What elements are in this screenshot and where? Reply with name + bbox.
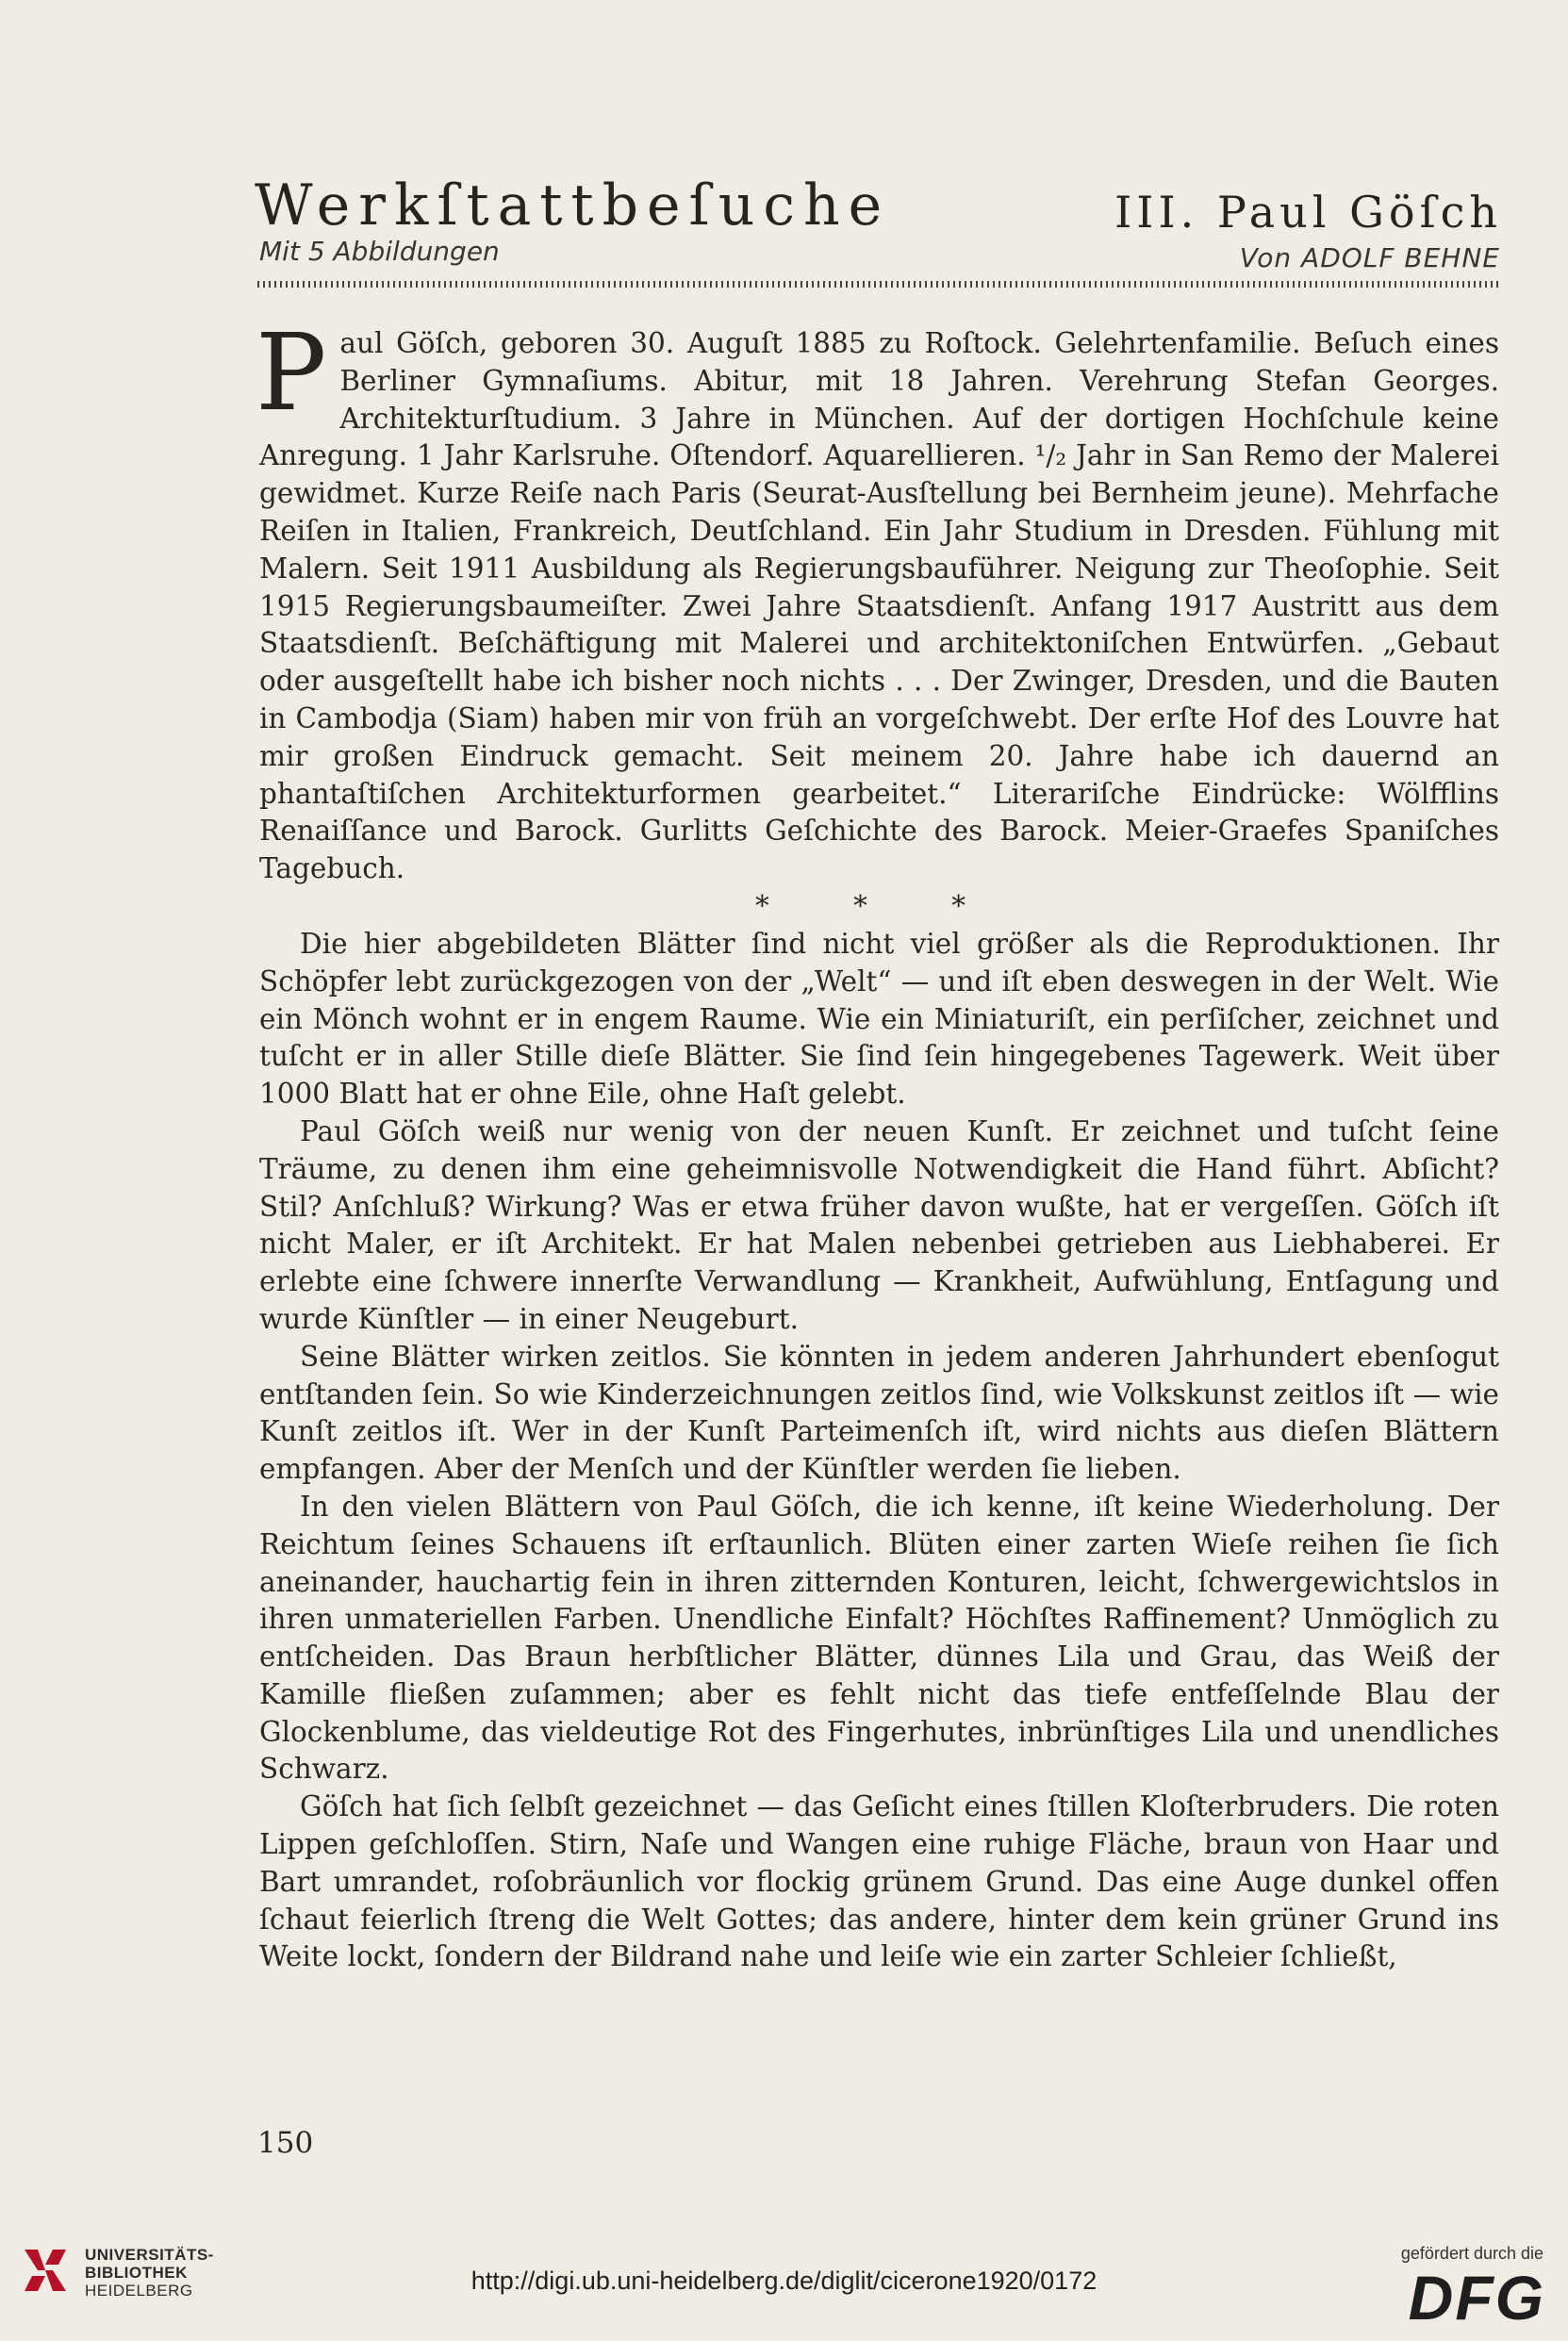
library-name-line: UNIVERSITÄTS- [85, 2246, 214, 2264]
paragraph-biography [256, 312, 1499, 888]
article-part-title: III. Paul Göſch [1114, 187, 1502, 238]
source-url[interactable]: http://digi.ub.uni-heidelberg.de/diglit/cicerone1920/0172 [470, 2267, 1098, 2295]
library-name-line: BIBLIOTHEK [85, 2264, 188, 2282]
funding-note: gefördert durch die [1400, 2244, 1543, 2263]
dfg-logo: DFG [1408, 2263, 1545, 2333]
digitization-footer [0, 2225, 1568, 2341]
paragraph: Seine Blätter wirken zeitlos. Sie könnten in jedem anderen Jahrhundert ebenſogut entſtanden ſein. So wie Kinderzeichnungen zeitlos ſind, wie Volkskunst zeitlos iſt — wie Kunſt zeitlos iſt. Wer in der Kunſt Parteimenſch iſt, wird nichts aus dieſen Blättern empfangen. Aber der Menſch und der Künſtler werden ſie lieben. [259, 1340, 1499, 1486]
paragraph: In den vielen Blättern von Paul Göſch, die ich kenne, iſt keine Wiederholung. Der Reichtum ſeines Schauens iſt erſtaunlich. Blüten einer zarten Wieſe reihen ſie ſich aneinander, hauchartig fein in ihren zitternden Konturen, leicht, ſchwergewichtslos in ihren unmateriellen Farben. Unendliche Einfalt? Höchſtes Raffinement? Unmöglich zu entſcheiden. Das Braun herbſtlicher Blätter, dünnes Lila und Grau, das Weiß der Kamille fließen zuſammen; aber es fehlt nicht das tiefe entfeſſelnde Blau der Glockenblume, das vieldeutige Rot des Fingerhutes, inbrünſtiges Lila und unendliches Schwarz. [259, 1490, 1499, 1786]
article-body [256, 312, 1499, 1976]
library-name-line: HEIDELBERG [85, 2282, 193, 2300]
paragraph: Paul Göſch weiß nur wenig von der neuen Kunſt. Er zeichnet und tuſcht ſeine Träume, zu denen ihm eine geheimnisvolle Notwendigkeit die Hand führt. Abſicht? Stil? Anſchluß? Wirkung? Was er etwa früher davon wußte, hat er vergeſſen. Göſch iſt nicht Maler, er iſt Architekt. Er hat Malen nebenbei getrieben aus Liebhaberei. Er erlebte eine ſchwere innerſte Verwandlung — Krankheit, Aufwühlung, Entſagung und wurde Künſtler — in einer Neugeburt. [259, 1114, 1499, 1335]
page-number: 150 [257, 2126, 314, 2160]
section-separator: * * * [754, 889, 1003, 922]
dotted-rule [257, 281, 1500, 288]
paragraph: Die hier abgebildeten Blätter ſind nicht viel größer als die Reproduktionen. Ihr Schöpfer lebt zurückgezogen von der „Welt“ — und iſt eben deswegen in der Welt. Wie ein Mönch wohnt er in engem Raume. Wie ein Miniaturiſt, ein perſiſcher, zeichnet und tuſcht er in aller Stille dieſe Blätter. Sie ſind ſein hingegebenes Tagewerk. Weit über 1000 Blatt hat er ohne Eile, ohne Haſt gelebt. [259, 927, 1499, 1111]
paragraph: Göſch hat ſich ſelbſt gezeichnet — das Geſicht eines ſtillen Kloſterbruders. Die roten Lippen geſchloſſen. Stirn, Naſe und Wangen eine ruhige Fläche, braun von Haar und Bart umrandet, roſobräunlich vor flockig grünem Grund. Das eine Auge dunkel offen ſchaut feierlich ſtreng die Welt Gottes; das andere, hinter dem kein grüner Grund ins Weite lockt, ſondern der Bildrand nahe und leiſe wie ein zarter Schleier ſchließt, [259, 1790, 1499, 1973]
author-line: Von ADOLF BEHNE [1239, 242, 1500, 273]
drop-cap: P [256, 312, 327, 435]
illustrations-note: Mit 5 Abbildungen [259, 236, 500, 267]
article-series-title: Werkſtattbeſuche [255, 173, 891, 239]
paragraph-biography-text: aul Göſch, geboren 30. Auguſt 1885 zu Roſtock. Gelehrtenfamilie. Beſuch eines Berliner Gymnaſiums. Abitur, mit 18 Jahren. Verehrung Stefan Georges. Architekturſtudium. 3 Jahre in München. Auf der dortigen Hochſchule keine Anregung. 1 Jahr Karlsruhe. Oſtendorf. Aquarellieren. ¹/₂ Jahr in San Remo der Malerei gewidmet. Kurze Reiſe nach Paris (Seurat-Ausſtellung bei Bernheim jeune). Mehrfache Reiſen in Italien, Frankreich, Deutſchland. Ein Jahr Studium in Dresden. Fühlung mit Malern. Seit 1911 Ausbildung als Regierungsbauführer. Neigung zur Theoſophie. Seit 1915 Regierungsbaumeiſter. Zwei Jahre Staatsdienſt. Anfang 1917 Austritt aus dem Staatsdienſt. Beſchäftigung mit Malerei und architektoniſchen Entwürfen. „Gebaut oder ausgeſtellt habe ich bisher noch nichts . . . Der Zwinger, Dresden, und die Bauten in Cambodja (Siam) haben mir von früh an vorgeſchwebt. Der erſte Hof des Louvre hat mir großen Eindruck gemacht. Seit meinem 20. Jahre habe ich dauernd an phantaſtiſchen Architekturformen gearbeitet.“ Literariſche Eindrücke: Wölfflins Renaiſſance und Barock. Gurlitts Geſchichte des Barock. Meier-Graefes Spaniſches Tagebuch. [259, 327, 1499, 885]
